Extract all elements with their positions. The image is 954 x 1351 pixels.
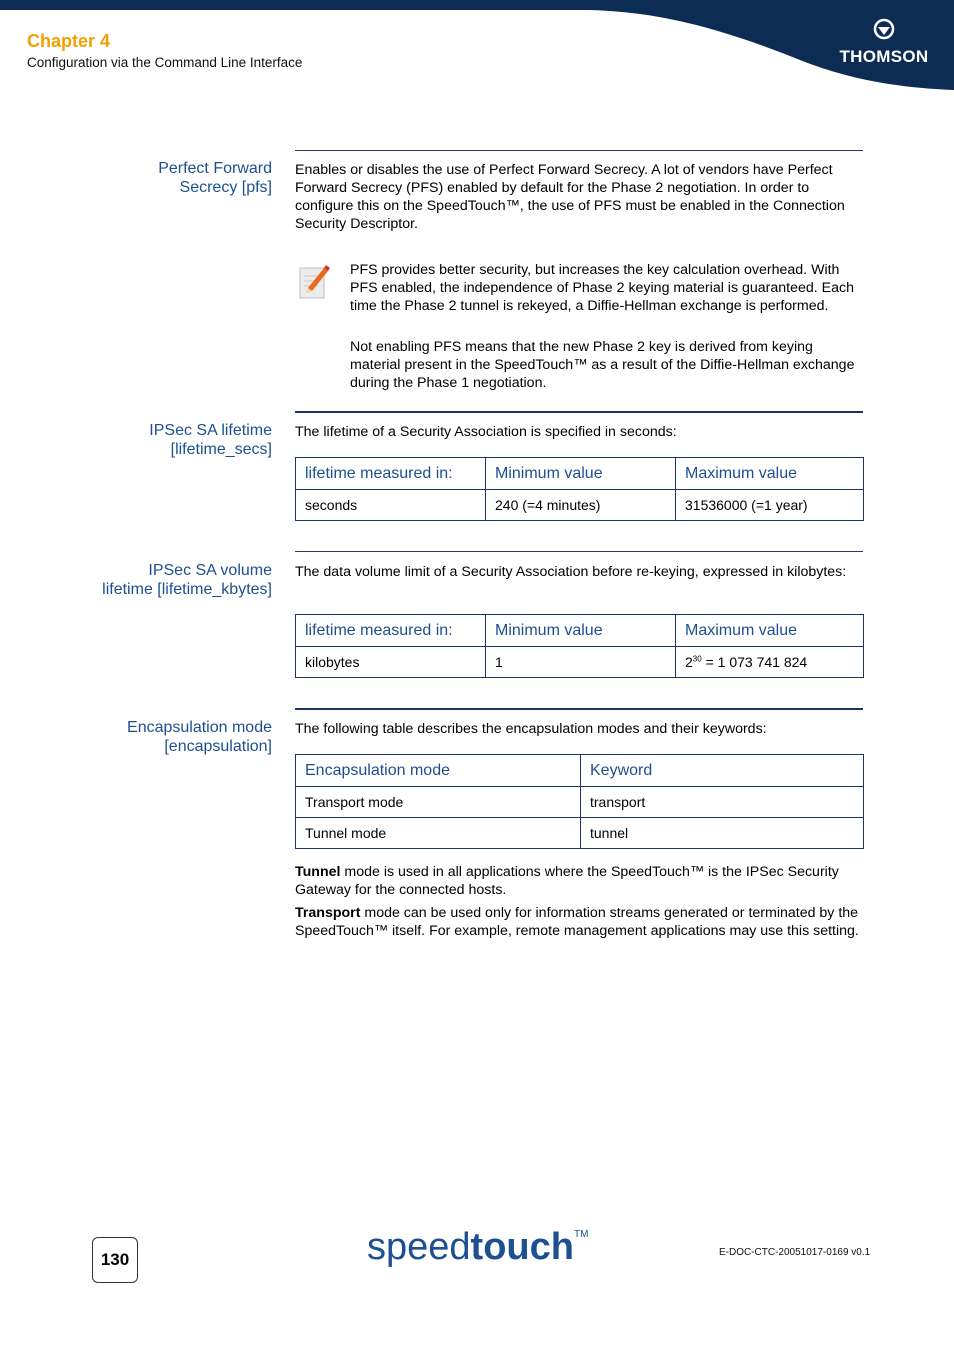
table-cell: transport	[581, 787, 864, 818]
table-cell: tunnel	[581, 818, 864, 849]
table-header-row	[296, 755, 864, 787]
logo-text: THOMSON	[839, 47, 929, 66]
heading-line: Secrecy [pfs]	[179, 179, 272, 196]
max-rest: = 1 073 741 824	[701, 654, 808, 670]
table-header-cell: lifetime measured in:	[296, 615, 486, 647]
table-cell: 31536000 (=1 year)	[676, 490, 864, 521]
tunnel-bold: Tunnel	[295, 864, 341, 880]
table-header-row	[296, 458, 864, 490]
section-rule	[295, 150, 863, 151]
heading-line: Perfect Forward	[158, 160, 272, 177]
heading-line: [lifetime_secs]	[170, 441, 272, 458]
table-header-cell: Maximum value	[676, 458, 864, 490]
section-rule	[295, 551, 863, 552]
heading-line: IPSec SA lifetime	[149, 422, 272, 439]
table-cell: Transport mode	[296, 787, 581, 818]
table-header-cell: Maximum value	[676, 615, 864, 647]
pfs-note-paragraph-2: Not enabling PFS means that the new Phase 2 key is derived from keying material present in the SpeedTouch™ as a result of the Diffie-Hellman exchange during the Phase 1 negotiation.	[350, 339, 855, 391]
heading-line: lifetime [lifetime_kbytes]	[102, 581, 272, 598]
tunnel-text: mode is used in all applications where the SpeedTouch™ is the IPSec Security Gateway for the connected hosts.	[295, 864, 839, 898]
transport-text: mode can be used only for information streams generated or terminated by the SpeedTouch™ itself. For example, remote management applications may use this setting.	[295, 905, 859, 939]
table-cell: seconds	[296, 490, 486, 521]
table-header-cell: Keyword	[581, 755, 864, 787]
chapter-title: Chapter 4	[27, 31, 111, 51]
pfs-note-paragraph-1: PFS provides better security, but increases the key calculation overhead. With PFS enabled, the independence of Phase 2 keying material is guaranteed. Each time the Phase 2 tunnel is rekeyed, a Diffie-Hellman exchange is performed.	[350, 262, 854, 314]
note-pencil-icon	[298, 262, 330, 300]
table-cell: 240 (=4 minutes)	[486, 490, 676, 521]
chapter-subtitle: Configuration via the Command Line Interface	[27, 55, 303, 70]
brand-tm: TM	[573, 1229, 589, 1240]
heading-line: [encapsulation]	[164, 738, 272, 755]
encapsulation-table	[295, 754, 864, 849]
lifetime-kbytes-table	[295, 614, 864, 678]
section-heading-pfs	[158, 159, 272, 197]
encapsulation-description: The following table describes the encapsulation modes and their keywords:	[295, 721, 767, 737]
tunnel-mode-paragraph	[295, 863, 865, 899]
section-heading-lifetime-secs	[149, 421, 272, 459]
table-cell-max-value	[676, 647, 864, 678]
brand-part-1: speed	[367, 1226, 471, 1268]
table-header-cell: Encapsulation mode	[296, 755, 581, 787]
max-base: 2	[685, 654, 693, 670]
pfs-description: Enables or disables the use of Perfect Forward Secrecy. A lot of vendors have Perfect Forward Secrecy (PFS) enabled by default for the Phase 2 negotiation. In order to configure this on the SpeedTouch™, the use of PFS must be enabled in the Connection Security Descriptor.	[295, 162, 845, 232]
max-exponent: 30	[692, 654, 702, 664]
table-cell: 1	[486, 647, 676, 678]
table-row	[296, 787, 864, 818]
lifetime-secs-description: The lifetime of a Security Association is specified in seconds:	[295, 424, 677, 440]
table-row	[296, 818, 864, 849]
thomson-logo	[834, 18, 934, 67]
transport-mode-paragraph	[295, 904, 865, 940]
speedtouch-logo	[367, 1226, 588, 1269]
table-header-cell: Minimum value	[486, 458, 676, 490]
table-cell: kilobytes	[296, 647, 486, 678]
heading-line: Encapsulation mode	[127, 719, 272, 736]
table-header-cell: Minimum value	[486, 615, 676, 647]
brand-part-2: touch	[470, 1226, 574, 1268]
section-rule	[295, 708, 863, 710]
section-heading-lifetime-kbytes	[102, 561, 272, 599]
thomson-logo-icon	[873, 18, 895, 40]
transport-bold: Transport	[295, 905, 361, 921]
lifetime-secs-table	[295, 457, 864, 521]
lifetime-kbytes-description: The data volume limit of a Security Association before re-keying, expressed in kilobytes:	[295, 564, 847, 580]
table-header-row	[296, 615, 864, 647]
document-id: E-DOC-CTC-20051017-0169 v0.1	[719, 1247, 871, 1258]
heading-line: IPSec SA volume	[148, 562, 272, 579]
section-rule	[295, 411, 863, 413]
table-row	[296, 647, 864, 678]
table-cell: Tunnel mode	[296, 818, 581, 849]
table-header-cell: lifetime measured in:	[296, 458, 486, 490]
section-heading-encapsulation	[127, 718, 272, 756]
header-band	[0, 0, 954, 95]
table-row	[296, 490, 864, 521]
page-number: 130	[92, 1237, 138, 1283]
